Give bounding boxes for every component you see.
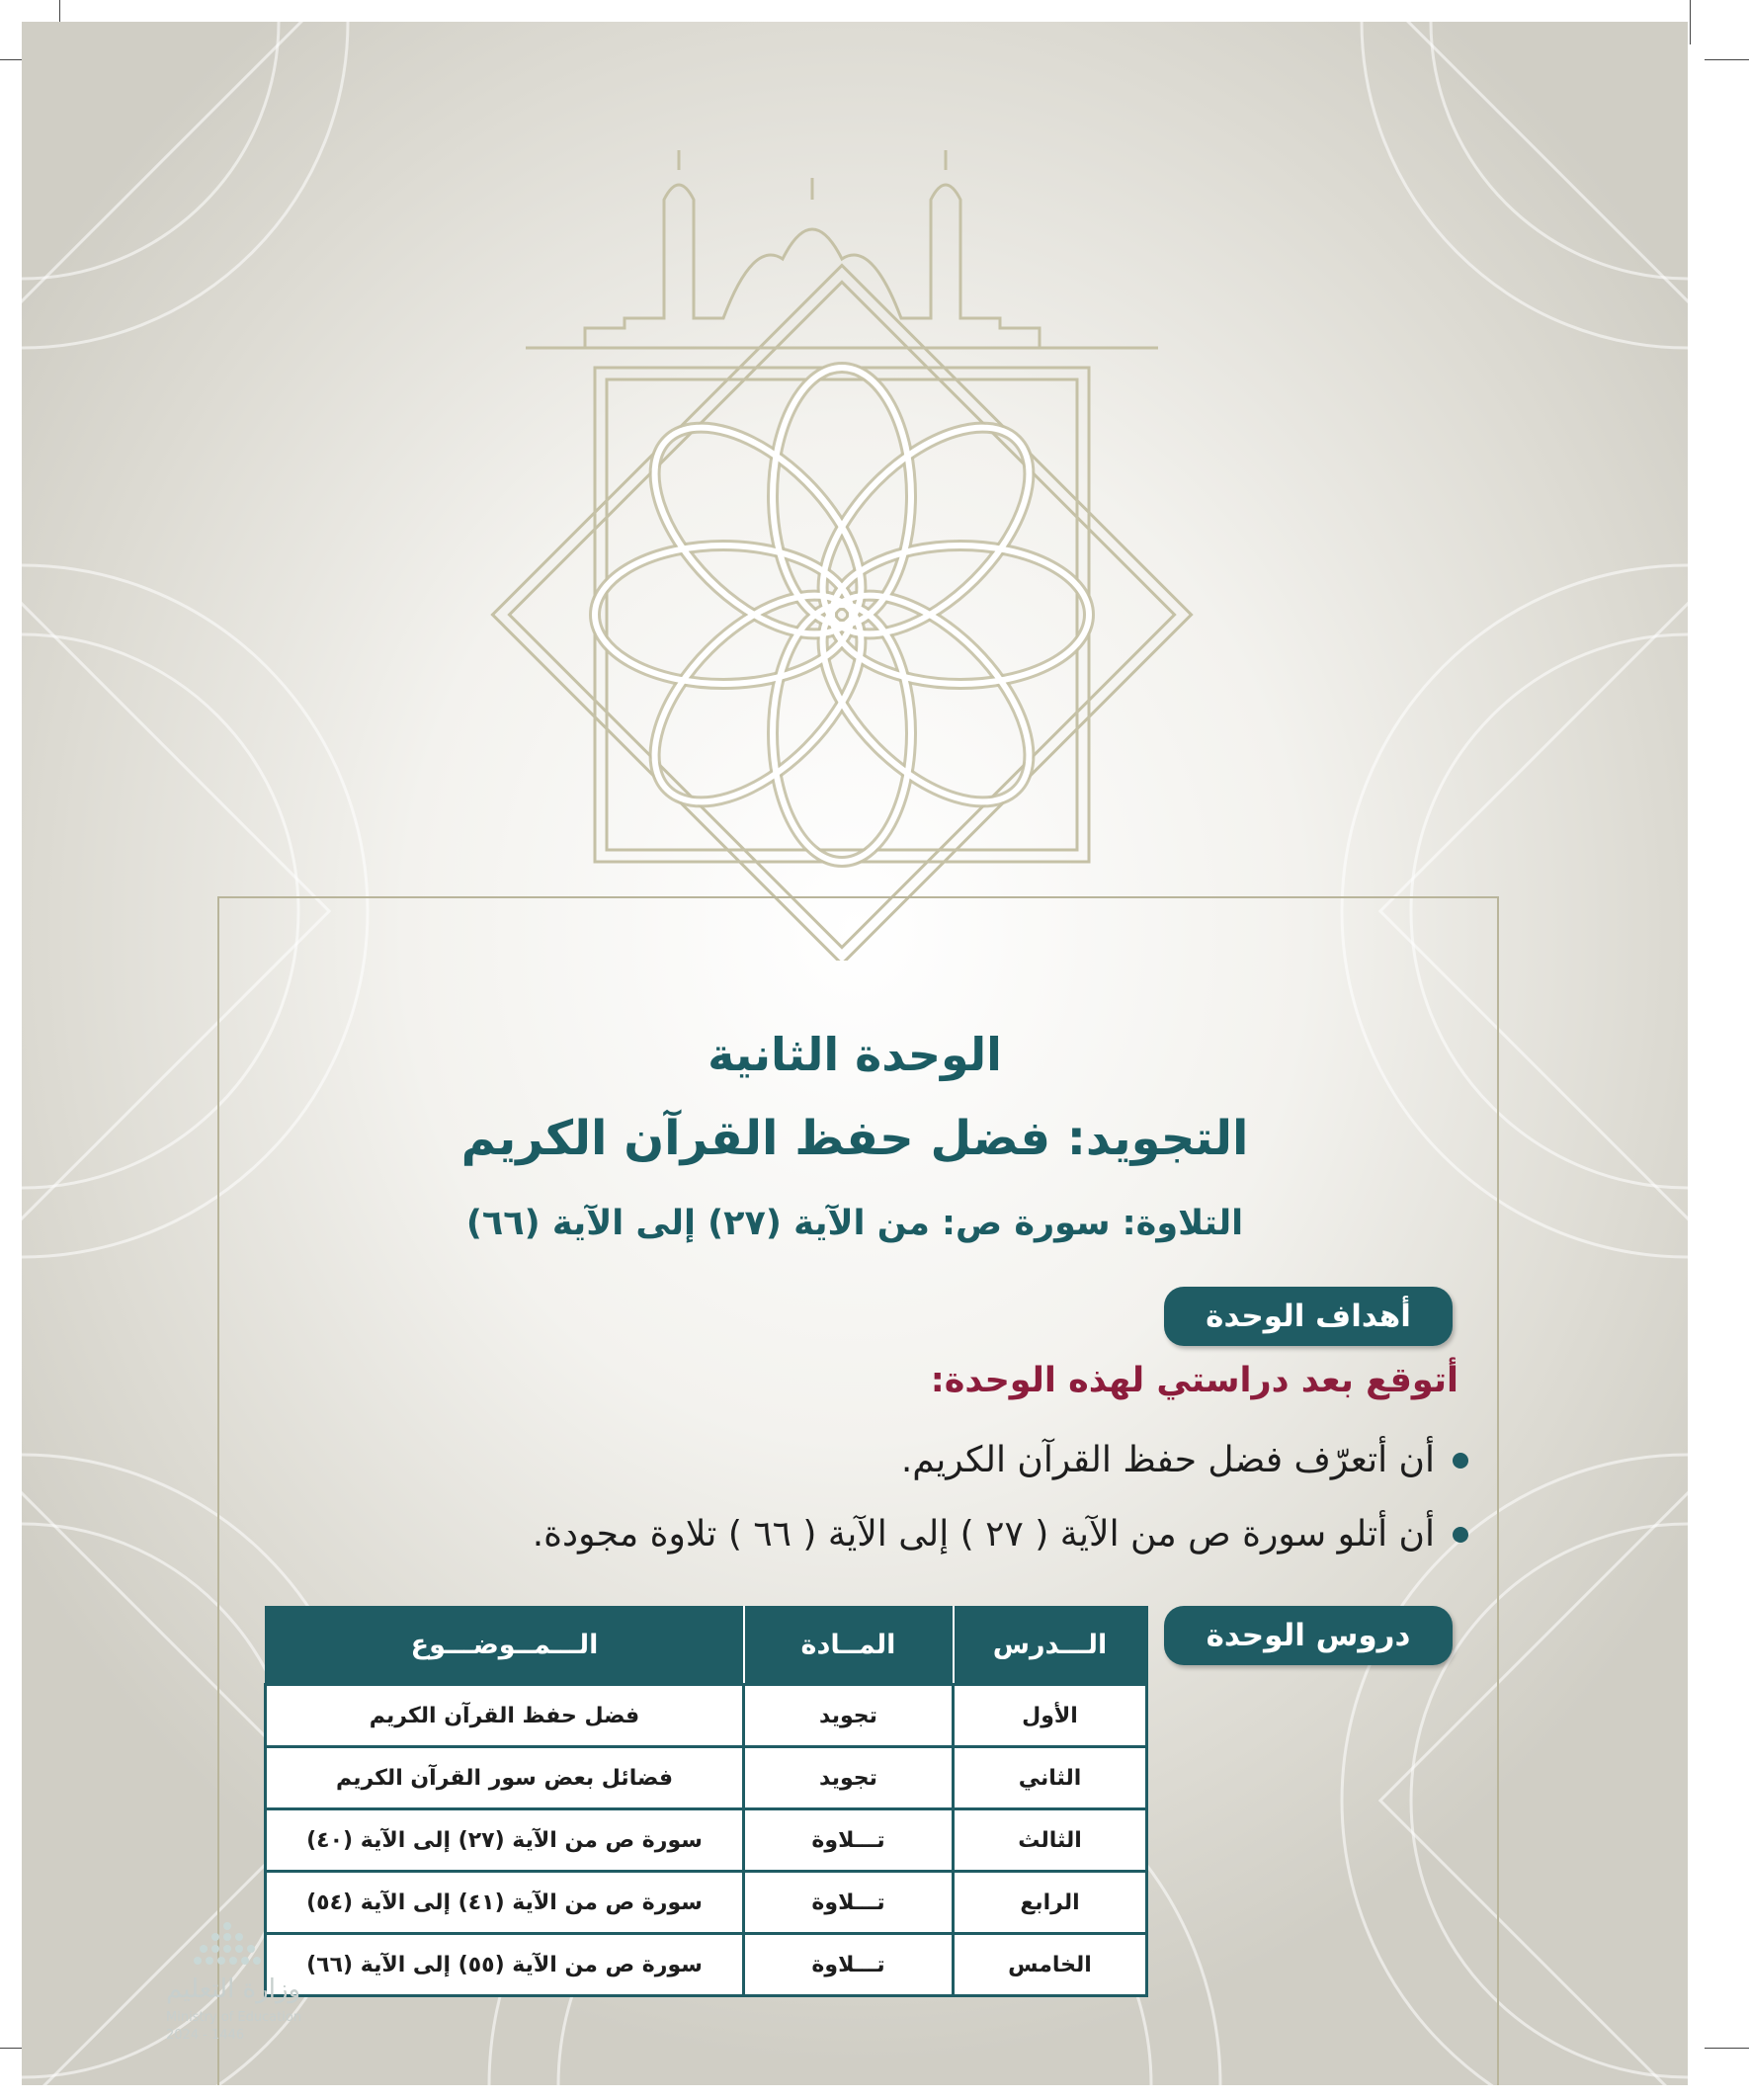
- subject-cell: تجويد: [744, 1685, 954, 1747]
- topic-cell: فضل حفظ القرآن الكريم: [266, 1685, 744, 1747]
- lesson-cell: الأول: [954, 1685, 1147, 1747]
- ministry-logo: [89, 1921, 302, 2069]
- ministry-name-en: Ministry of Education: [166, 2010, 302, 2025]
- table-row: [266, 1747, 1147, 1809]
- mosque-rosette-emblem: [466, 111, 1217, 961]
- subject-cell: تـــلاوة: [744, 1872, 954, 1934]
- tilawa-heading: التلاوة: سورة ص: من الآية (٢٧) إلى الآية (٦٦): [465, 1204, 1244, 1243]
- tajweed-heading: التجويد: فضل حفظ القرآن الكريم: [460, 1111, 1249, 1166]
- subject-cell: تـــلاوة: [744, 1934, 954, 1996]
- column-header-lesson: الـــدرس: [954, 1606, 1147, 1685]
- goals-intro: أتوقع بعد دراستي لهذه الوحدة:: [930, 1361, 1458, 1400]
- lesson-cell: الثاني: [954, 1747, 1147, 1809]
- subject-cell: تجويد: [744, 1747, 954, 1809]
- lesson-cell: الثالث: [954, 1809, 1147, 1872]
- table-header-row: [266, 1606, 1147, 1685]
- goal-item: [901, 1440, 1468, 1480]
- column-header-topic: الـــمــوضـــوع: [266, 1606, 744, 1685]
- ministry-name-ar: وزارة التعليم: [166, 1974, 301, 2004]
- goal-text: أن أتعرّف فضل حفظ القرآن الكريم.: [900, 1440, 1435, 1480]
- lesson-cell: الرابع: [954, 1872, 1147, 1934]
- lesson-cell: الخامس: [954, 1934, 1147, 1996]
- crop-mark: [1705, 59, 1749, 60]
- unit-title: الوحدة الثانية: [708, 1028, 1002, 1081]
- goal-text: أن أتلو سورة ص من الآية ( ٢٧ ) إلى الآية ( ٦٦ ) تلاوة مجودة.: [532, 1514, 1435, 1554]
- unit-lessons-badge: دروس الوحدة: [1164, 1606, 1453, 1665]
- bullet-icon: [1453, 1527, 1468, 1543]
- bullet-icon: [1453, 1453, 1468, 1469]
- unit-goals-badge: أهداف الوحدة: [1164, 1287, 1453, 1346]
- ministry-year: 2024 - 1446: [166, 2028, 245, 2043]
- table-row: [266, 1809, 1147, 1872]
- lessons-table: [264, 1606, 1148, 1997]
- topic-cell: سورة ص من الآية (٢٧) إلى الآية (٤٠): [266, 1809, 744, 1872]
- crop-mark: [1690, 0, 1691, 44]
- unit-cover-page: [22, 22, 1688, 2085]
- column-header-subject: المــادة: [744, 1606, 954, 1685]
- topic-cell: سورة ص من الآية (٤١) إلى الآية (٥٤): [266, 1872, 744, 1934]
- subject-cell: تـــلاوة: [744, 1809, 954, 1872]
- goal-item: [533, 1514, 1468, 1554]
- topic-cell: سورة ص من الآية (٥٥) إلى الآية (٦٦): [266, 1934, 744, 1996]
- crop-mark: [1705, 2048, 1749, 2049]
- ministry-logo-icon: [188, 1921, 277, 1971]
- table-row: [266, 1934, 1147, 1996]
- table-row: [266, 1872, 1147, 1934]
- topic-cell: فضائل بعض سور القرآن الكريم: [266, 1747, 744, 1809]
- table-row: [266, 1685, 1147, 1747]
